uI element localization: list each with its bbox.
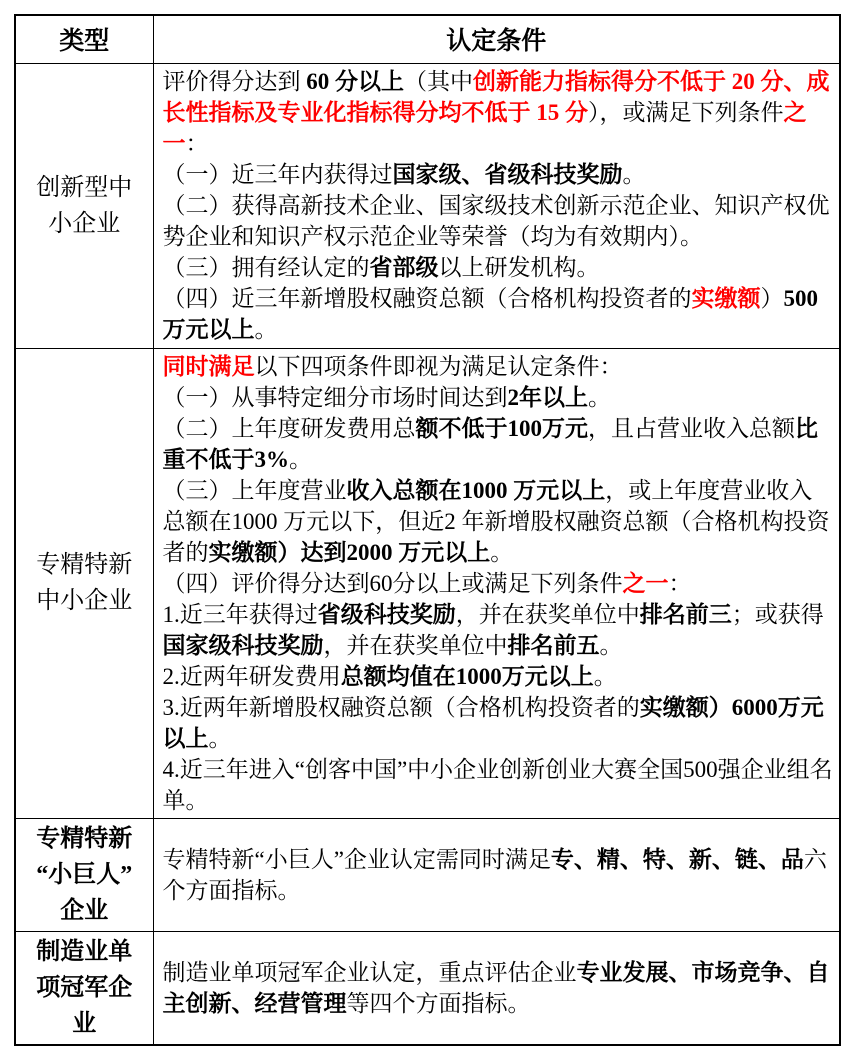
- text-run: 3.近两年新增股权融资总额（合格机构投资者的: [162, 694, 640, 720]
- condition-paragraph: [163, 957, 834, 1019]
- condition-paragraph: [163, 568, 834, 599]
- bold-text: 60 分以上: [306, 69, 404, 94]
- text-run: 。: [289, 446, 312, 472]
- row-manufacturing-champion: [15, 931, 840, 1045]
- condition-paragraph: [163, 844, 834, 906]
- bold-text: 省部级: [369, 255, 439, 280]
- condition-paragraph: [163, 66, 834, 159]
- text-run: 六个方面指标。: [162, 846, 827, 903]
- row-innovative-sme: [15, 63, 840, 348]
- text-run: 以上研发机构。: [438, 255, 600, 280]
- text-run: ：: [668, 570, 692, 596]
- bold-text: 排名前三: [639, 601, 732, 627]
- bold-text: 国家级科技奖励: [162, 632, 324, 658]
- bold-text: 2年以上: [507, 384, 588, 410]
- bold-text: 500万元以上: [162, 286, 818, 342]
- red-bold-text: 之一: [622, 570, 669, 596]
- bold-text: 国家级、省级科技奖励: [392, 162, 623, 187]
- condition-paragraph: [163, 475, 834, 568]
- conditions-cell-manufacturing-champion: [153, 931, 840, 1045]
- text-run: 1.近三年获得过: [162, 601, 318, 627]
- text-run: 评价得分达到: [162, 69, 307, 94]
- red-bold-text: 实缴额: [691, 286, 761, 311]
- text-run: 。: [622, 162, 646, 187]
- bold-text: 排名前五: [507, 632, 600, 658]
- bold-text: 比重不低于3%: [162, 415, 818, 472]
- text-run: ，并在获奖单位中: [323, 632, 508, 658]
- bold-text: 总额均值在1000万元以上: [340, 663, 594, 689]
- condition-paragraph: [163, 754, 834, 816]
- header-condition: 认定条件: [153, 15, 840, 63]
- text-run: ）: [760, 286, 784, 311]
- condition-paragraph: [163, 190, 834, 252]
- bold-text: 专业发展、市场竞争、自主创新、经营管理: [162, 959, 830, 1016]
- bold-text: 省级科技奖励: [317, 601, 456, 627]
- text-run: 。: [490, 539, 514, 565]
- condition-paragraph: [163, 351, 834, 382]
- text-run: （二）上年度研发费用总: [162, 415, 416, 441]
- condition-paragraph: [163, 599, 834, 661]
- text-run: （一）从事特定细分市场时间达到: [162, 384, 508, 410]
- criteria-table: [14, 14, 841, 1046]
- text-run: 。: [588, 384, 611, 410]
- text-run: （三）拥有经认定的: [162, 255, 370, 280]
- type-cell-manufacturing-champion: 制造业单 项冠军企 业: [15, 931, 153, 1045]
- condition-paragraph: [163, 661, 834, 692]
- condition-paragraph: [163, 283, 834, 345]
- type-cell-innovative-sme: 创新型中 小企业: [15, 63, 153, 348]
- row-little-giant: [15, 818, 840, 931]
- bold-text: 实缴额）达到2000 万元以上: [208, 539, 491, 565]
- red-bold-text: 同时满足: [162, 353, 255, 379]
- bold-text: 额不低于100万元: [415, 415, 588, 441]
- condition-paragraph: [163, 252, 834, 283]
- text-run: 制造业单项冠军企业认定，重点评估企业: [162, 959, 577, 985]
- text-run: ，或上年度营业收入总额在1000 万元以下，但近2 年新增股权融资总额（合格机构投资者的: [162, 477, 830, 565]
- bold-text: 实缴额）6000万元以上: [162, 694, 824, 751]
- conditions-cell-innovative-sme: [153, 63, 840, 348]
- bold-text: 专、精、特、新、链、品: [550, 846, 804, 872]
- condition-paragraph: [163, 382, 834, 413]
- text-run: （四）近三年新增股权融资总额（合格机构投资者的: [162, 286, 692, 311]
- bold-text: 收入总额在1000 万元以上: [346, 477, 606, 503]
- header-row: [15, 15, 840, 63]
- conditions-cell-zjtx-sme: [153, 348, 840, 818]
- text-run: （一）近三年内获得过: [162, 162, 393, 187]
- text-run: （二）获得高新技术企业、国家级技术创新示范企业、知识产权优势企业和知识产权示范企业等荣誉（均为有效期内）。: [162, 193, 830, 249]
- text-run: 4.近三年进入“创客中国”中小企业创新创业大赛全国500强企业组名单。: [162, 756, 833, 813]
- condition-paragraph: [163, 413, 834, 475]
- condition-paragraph: [163, 692, 834, 754]
- text-run: ，并在获奖单位中: [455, 601, 640, 627]
- text-run: 。: [599, 632, 623, 658]
- text-run: ：: [185, 131, 209, 156]
- text-run: 2.近两年研发费用: [162, 663, 341, 689]
- text-run: ；或获得: [731, 601, 824, 627]
- conditions-cell-little-giant: [153, 818, 840, 931]
- header-type: 类型: [15, 15, 153, 63]
- text-run: 等四个方面指标。: [346, 990, 531, 1016]
- text-run: 。: [208, 725, 232, 751]
- text-run: （三）上年度营业: [162, 477, 347, 503]
- text-run: 以下四项条件即视为满足认定条件：: [254, 353, 623, 379]
- type-cell-little-giant: 专精特新 “小巨人” 企业: [15, 818, 153, 931]
- red-bold-text: 之一: [162, 100, 807, 156]
- condition-paragraph: [163, 159, 834, 190]
- type-cell-zjtx-sme: 专精特新 中小企业: [15, 348, 153, 818]
- red-bold-text: 创新能力指标得分不低于 20 分、成长性指标及专业化指标得分均不低于 15 分: [162, 69, 830, 125]
- text-run: ，且占营业收入总额: [588, 415, 795, 441]
- text-run: （其中: [404, 69, 473, 94]
- text-run: （四）评价得分达到60分以上或满足下列条件: [162, 570, 623, 596]
- text-run: 。: [254, 317, 278, 342]
- text-run: 。: [593, 663, 617, 689]
- row-zjtx-sme: [15, 348, 840, 818]
- text-run: ），或满足下列条件: [588, 100, 784, 125]
- text-run: 专精特新“小巨人”企业认定需同时满足: [162, 846, 551, 872]
